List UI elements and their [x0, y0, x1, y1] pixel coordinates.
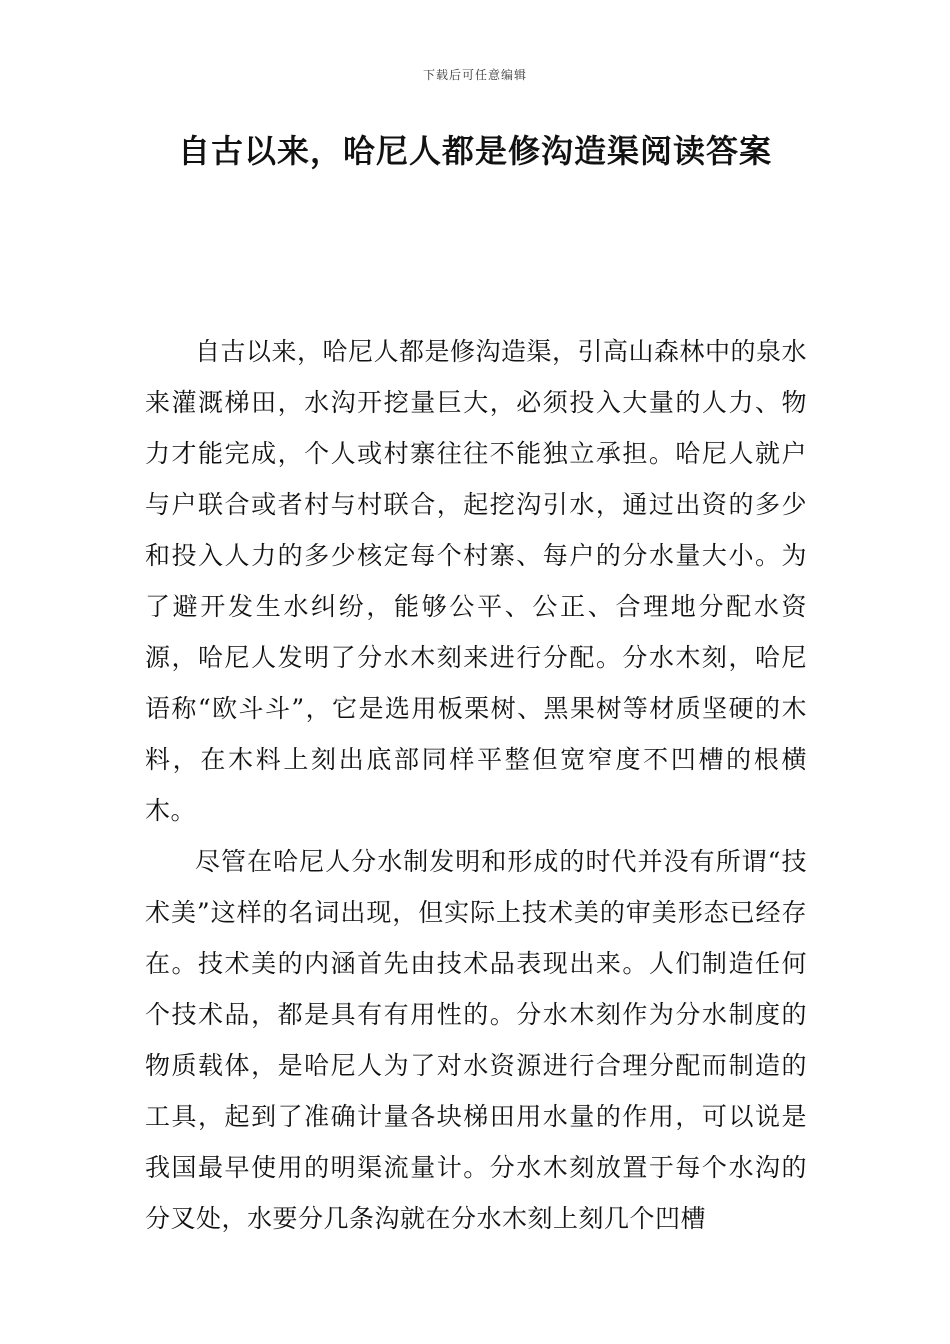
- document-title: 自古以来，哈尼人都是修沟造渠阅读答案: [177, 132, 772, 170]
- paragraph-1: 自古以来，哈尼人都是修沟造渠，引高山森林中的泉水来灌溉梯田，水沟开挖量巨大，必须投入大量的人力、物力才能完成，个人或村寨往往不能独立承担。哈尼人就户与户联合或者村与村联合，起挖沟引水，通过出资的多少和投入人力的多少核定每个村寨、每户的分水量大小。为了避开发生水纠纷，能够公平、公正、合理地分配水资源，哈尼人发明了分水木刻来进行分配。分水木刻，哈尼语称“欧斗斗”，它是选用板栗树、黑果树等材质坚硬的木料，在木料上刻出底部同样平整但宽窄度不凹槽的根横木。: [145, 337, 808, 825]
- paragraph-2: 尽管在哈尼人分水制发明和形成的时代并没有所谓“技术美”这样的名词出现，但实际上技术美的审美形态已经存在。技术美的内涵首先由技术品表现出来。人们制造任何个技术品，都是具有有用性的。分水木刻作为分水制度的物质载体，是哈尼人为了对水资源进行合理分配而制造的工具，起到了准确计量各块梯田用水量的作用，可以说是我国最早使用的明渠流量计。分水木刻放置于每个水沟的分叉处，水要分几条沟就在分水木刻上刻几个凹槽: [145, 847, 807, 1233]
- document-body: [145, 326, 807, 1244]
- header-note: 下载后可任意编辑: [422, 68, 527, 82]
